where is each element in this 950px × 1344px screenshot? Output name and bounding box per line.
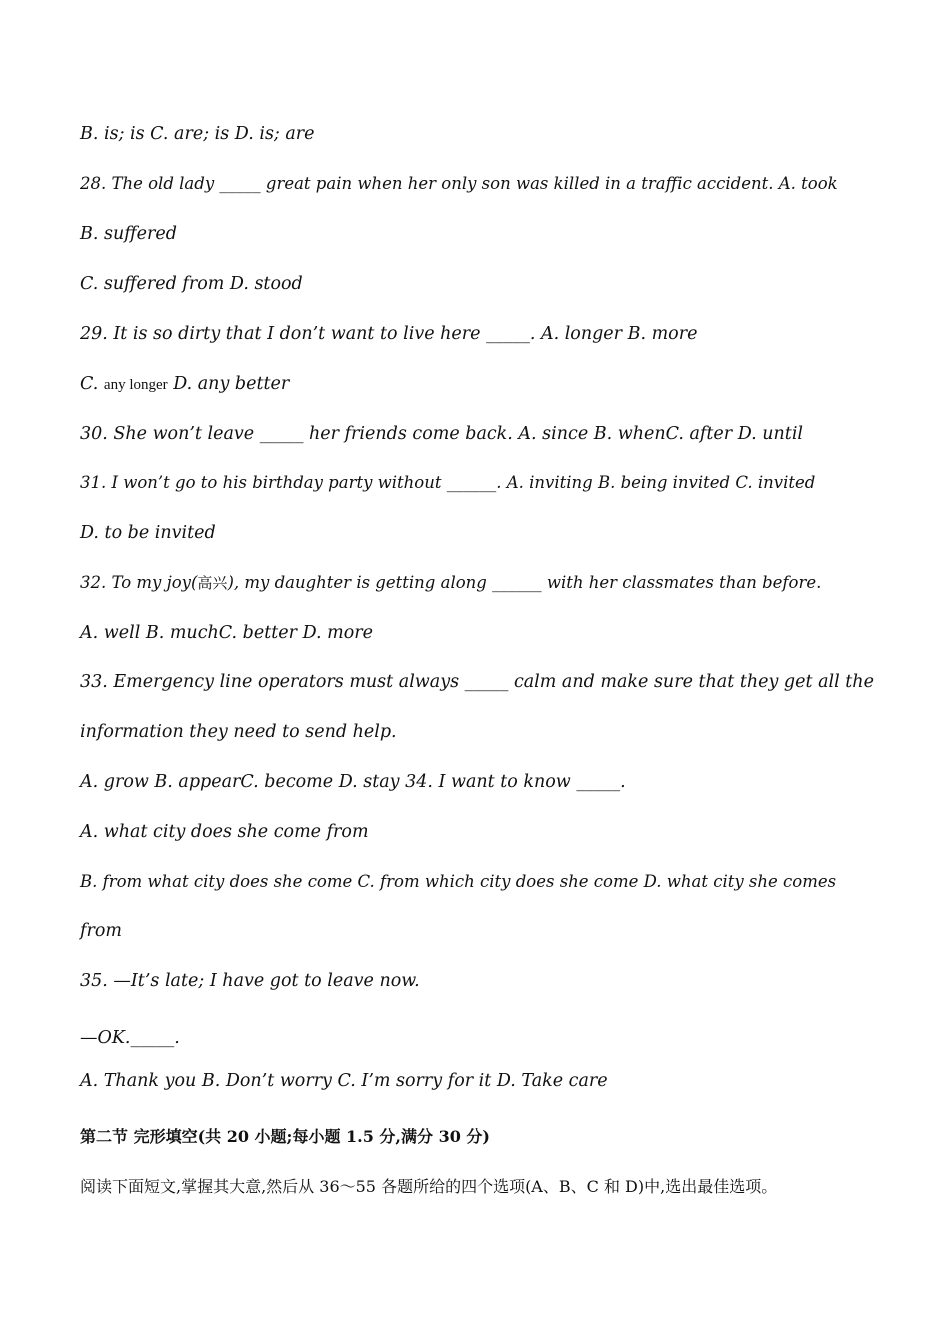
question-32-chinese-gloss: 高兴 [197,576,228,592]
question-35-options: A. Thank you B. Don’t worry C. I’m sorry for it D. Take care [80,1071,608,1091]
question-29-options-cd [80,372,880,397]
question-33-options-and-34: A. grow B. appearC. become D. stay 34. I want to know _____. [80,772,626,792]
question-33-cont: information they need to send help. [80,722,397,742]
question-34-option-d-cont: from [80,921,122,941]
question-31: 31. I won’t go to his birthday party without ______. A. inviting B. being invited C. invited [80,473,816,492]
question-34-options-bcd: B. from what city does she come C. from which city does she come D. what city she comes [80,872,837,891]
question-30: 30. She won’t leave _____ her friends come back. A. since B. whenC. after D. until [80,424,804,444]
question-32-end: ), my daughter is getting along ______ with her classmates than before. [227,573,822,592]
option-d-text: D. any better [167,374,290,394]
question-28-options-cd: C. suffered from D. stood [80,274,303,294]
option-c-text: any longer [103,377,168,393]
question-32 [80,571,880,596]
question-32-options: A. well B. muchC. better D. more [80,623,373,643]
question-35: 35. —It’s late; I have got to leave now. [80,971,420,991]
question-32-start: 32. To my joy( [80,573,198,592]
question-35-reply: —OK._____. [80,1028,180,1048]
question-31-option-d: D. to be invited [80,523,216,543]
section-heading: 第二节 完形填空(共 20 小题;每小题 1.5 分,满分 30 分) [80,1127,490,1146]
question-28: 28. The old lady _____ great pain when her only son was killed in a traffic accident. A. took [80,174,838,193]
option-c-label: C. [80,374,104,394]
text-line-1: B. is; is C. are; is D. is; are [80,124,315,144]
question-29: 29. It is so dirty that I don’t want to live here _____. A. longer B. more [80,324,698,344]
question-28-option-b: B. suffered [80,224,177,244]
question-33: 33. Emergency line operators must always _____ calm and make sure that they get all the [80,672,874,692]
section-instructions: 阅读下面短文,掌握其大意,然后从 36～55 各题所给的四个选项(A、B、C 和 D)中,选出最佳选项。 [80,1177,778,1196]
question-34-option-a: A. what city does she come from [80,822,369,842]
